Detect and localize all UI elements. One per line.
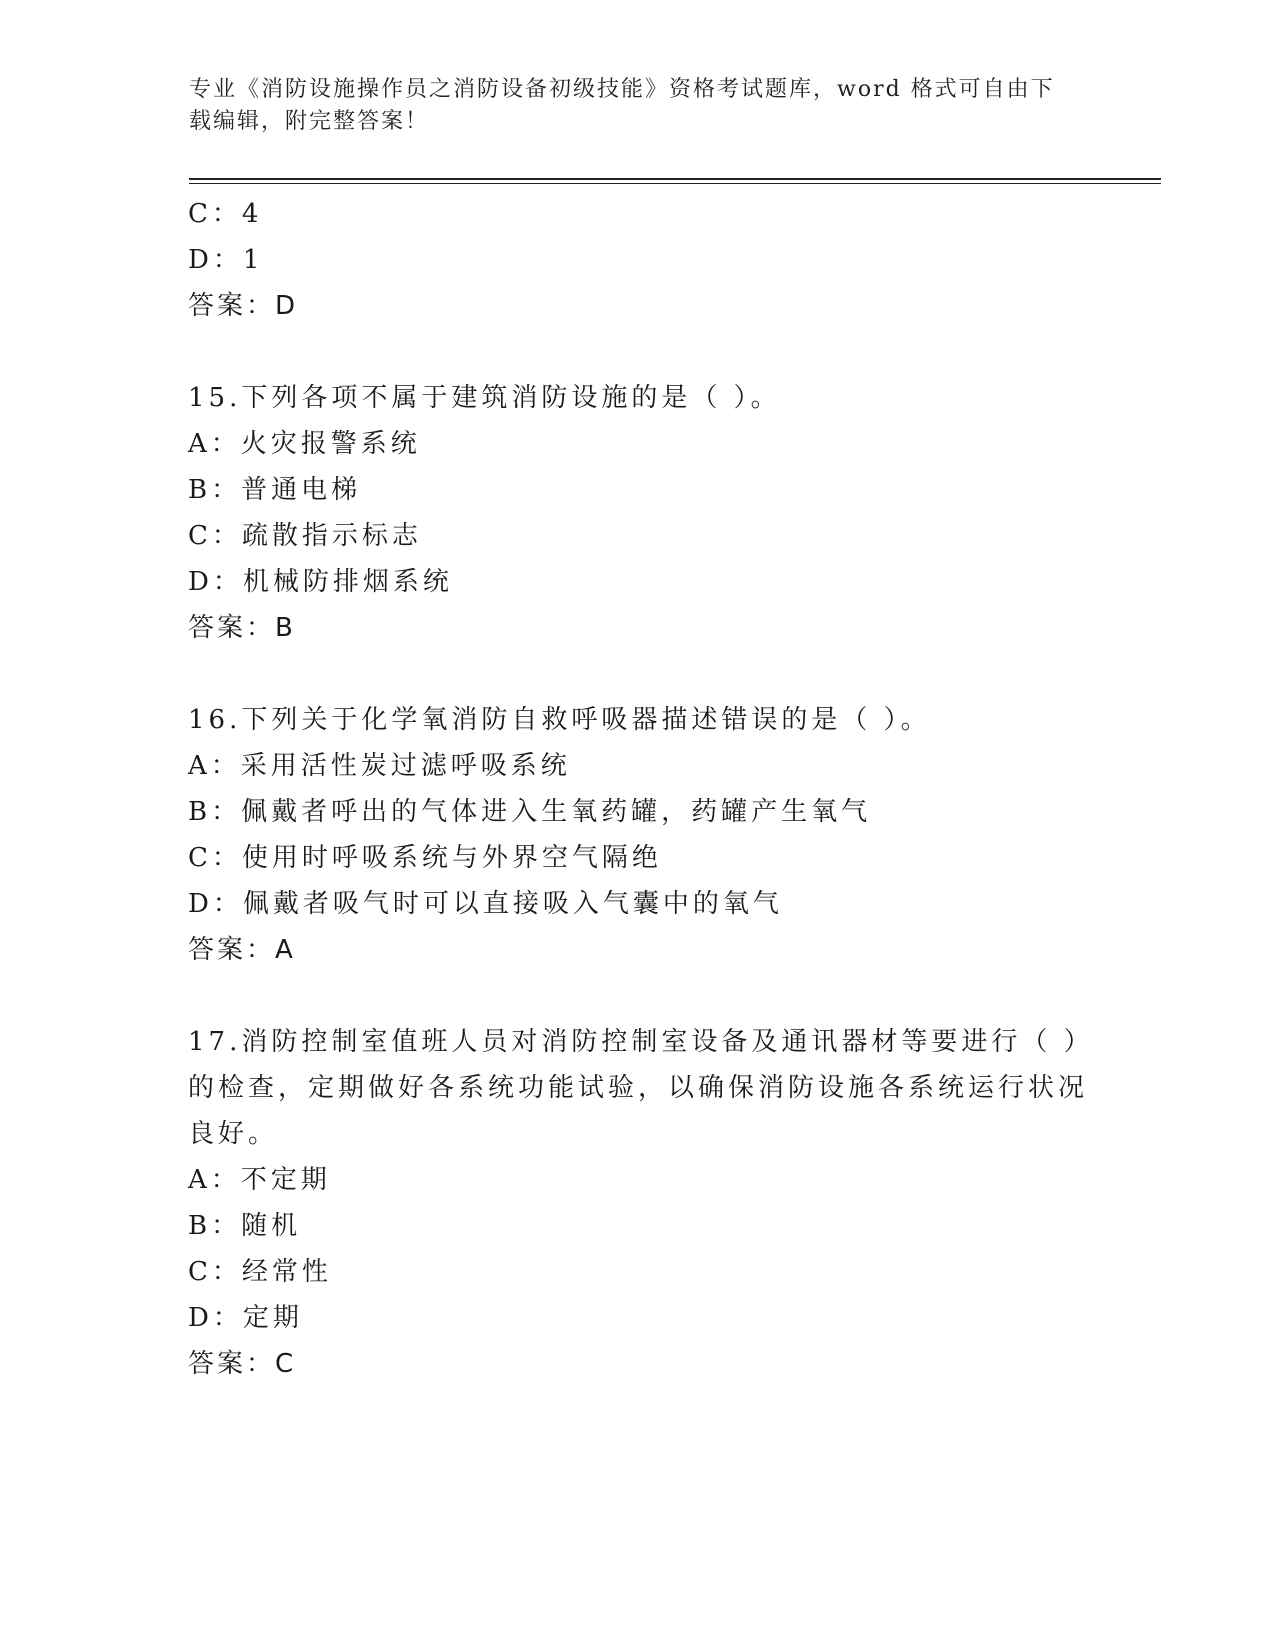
header-rule-thin xyxy=(189,183,1161,184)
answer-line: 答案：B xyxy=(188,613,296,643)
question-content xyxy=(188,191,1094,1387)
option-text: 疏散指示标志 xyxy=(241,521,422,551)
answer-line: 答案：A xyxy=(188,935,296,965)
question-15 xyxy=(188,375,1088,651)
option-label: D： xyxy=(188,1303,243,1333)
option-b xyxy=(188,789,1088,835)
document-header xyxy=(189,74,1089,138)
header-line-1: 专业《消防设施操作员之消防设备初级技能》资格考试题库，word 格式可自由下 xyxy=(189,77,1055,102)
option-d xyxy=(188,1295,1088,1341)
option-d xyxy=(188,559,1088,605)
option-label: B： xyxy=(188,797,242,827)
question-17 xyxy=(188,1019,1094,1387)
option-text: 不定期 xyxy=(240,1165,331,1195)
option-text: 4 xyxy=(241,199,263,229)
option-text: 1 xyxy=(242,245,264,275)
option-label: A： xyxy=(188,429,241,459)
option-text: 普通电梯 xyxy=(241,475,362,505)
option-label: D： xyxy=(188,245,243,275)
spacer xyxy=(188,329,1088,375)
option-label: D： xyxy=(188,567,243,597)
option-label: B： xyxy=(188,1211,242,1241)
option-text: 随机 xyxy=(241,1211,302,1241)
option-label: D： xyxy=(188,889,243,919)
option-text: 机械防排烟系统 xyxy=(242,567,453,597)
option-c xyxy=(188,1249,1088,1295)
option-c xyxy=(188,835,1088,881)
option-text: 火灾报警系统 xyxy=(240,429,421,459)
option-label: B： xyxy=(188,475,242,505)
option-text: 采用活性炭过滤呼吸系统 xyxy=(240,751,571,781)
option-b xyxy=(188,467,1088,513)
question-stem-line-3: 良好。 xyxy=(188,1119,279,1149)
option-c xyxy=(188,513,1088,559)
option-text: 使用时呼吸系统与外界空气隔绝 xyxy=(241,843,662,873)
answer-line: 答案：D xyxy=(188,291,299,321)
question-stem-line-2: 的检查，定期做好各系统功能试验，以确保消防设施各系统运行状况 xyxy=(188,1073,1089,1103)
spacer xyxy=(188,651,1088,697)
option-label: C： xyxy=(188,1257,242,1287)
question-stem-line-1: 17.消防控制室值班人员对消防控制室设备及通讯器材等要进行（ ） xyxy=(188,1027,1094,1057)
option-a xyxy=(188,743,1088,789)
option-d xyxy=(188,237,1088,283)
header-line-2: 载编辑，附完整答案！ xyxy=(189,109,430,134)
option-text: 佩戴者吸气时可以直接吸入气囊中的氧气 xyxy=(242,889,783,919)
option-d xyxy=(188,881,1088,927)
answer-line: 答案：C xyxy=(188,1349,297,1379)
question-16 xyxy=(188,697,1088,973)
option-text: 定期 xyxy=(242,1303,303,1333)
option-label: A： xyxy=(188,751,241,781)
option-text: 经常性 xyxy=(241,1257,332,1287)
option-label: C： xyxy=(188,521,242,551)
header-rule-thick xyxy=(189,178,1161,180)
spacer xyxy=(188,973,1088,1019)
question-stem: 15.下列各项不属于建筑消防设施的是（ ）。 xyxy=(188,383,781,413)
option-text: 佩戴者呼出的气体进入生氧药罐，药罐产生氧气 xyxy=(241,797,872,827)
question-stem: 16.下列关于化学氧消防自救呼吸器描述错误的是（ ）。 xyxy=(188,705,931,735)
option-a xyxy=(188,1157,1088,1203)
option-label: C： xyxy=(188,199,242,229)
option-b xyxy=(188,1203,1088,1249)
option-a xyxy=(188,421,1088,467)
option-label: A： xyxy=(188,1165,241,1195)
option-c xyxy=(188,191,1088,237)
prev-question-block xyxy=(188,191,1088,329)
option-label: C： xyxy=(188,843,242,873)
